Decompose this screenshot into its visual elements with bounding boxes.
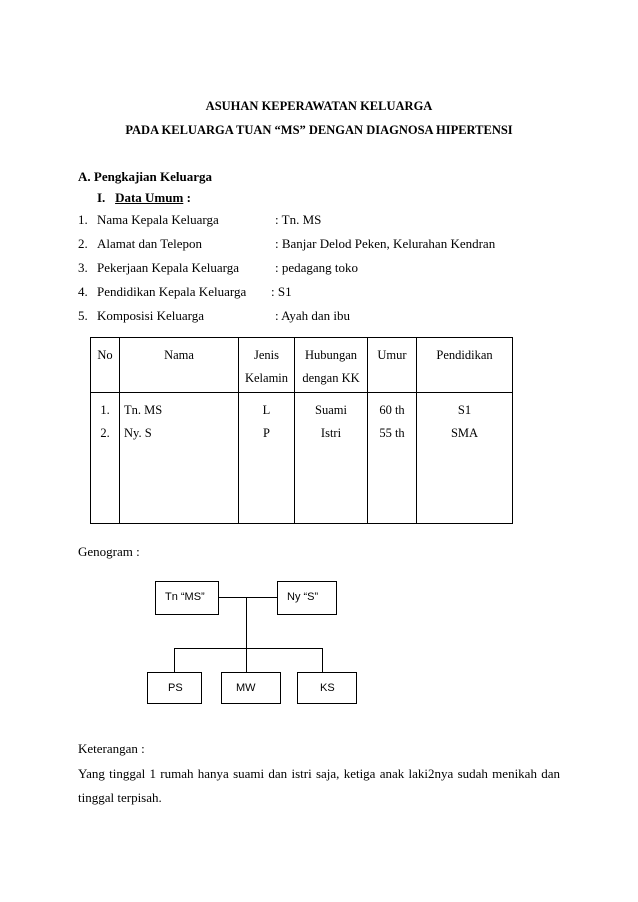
cell-pendidikan bbox=[417, 393, 513, 524]
subsection-suffix: : bbox=[183, 190, 191, 205]
genogram-child-box bbox=[221, 672, 281, 704]
genogram-child: MW bbox=[236, 682, 256, 694]
cell-nama bbox=[120, 393, 239, 524]
general-data-value: : Ayah dan ibu bbox=[275, 308, 350, 323]
document-title: ASUHAN KEPERAWATAN KELUARGA bbox=[205, 99, 433, 113]
table-cell: 60 th bbox=[379, 403, 405, 417]
child-line-ks bbox=[322, 648, 323, 672]
child-line-mw bbox=[246, 648, 247, 672]
subsection-heading bbox=[97, 190, 191, 206]
section-heading: A. Pengkajian Keluarga bbox=[78, 169, 212, 184]
keterangan-label: Keterangan : bbox=[78, 741, 145, 756]
header-jenis-line1: Jenis bbox=[254, 348, 279, 362]
table-cell: Istri bbox=[320, 426, 342, 440]
cell-hubungan bbox=[295, 393, 368, 524]
genogram-child: PS bbox=[168, 682, 183, 694]
table-cell: L bbox=[262, 403, 271, 417]
genogram-father-box bbox=[155, 581, 219, 615]
descent-line bbox=[246, 597, 247, 649]
header-jenis-kelamin bbox=[239, 338, 295, 393]
table-body-row bbox=[91, 393, 513, 524]
genogram-mother-box bbox=[277, 581, 337, 615]
genogram-label: Genogram : bbox=[78, 544, 140, 559]
general-data-number: 4. bbox=[78, 284, 88, 299]
header-hubungan bbox=[295, 338, 368, 393]
keterangan-text-line2: tinggal terpisah. bbox=[78, 790, 162, 805]
genogram-child-box bbox=[147, 672, 202, 704]
general-data-label: Komposisi Keluarga bbox=[97, 308, 204, 323]
genogram-father: Tn “MS” bbox=[165, 591, 205, 603]
general-data-value: : pedagang toko bbox=[275, 260, 359, 275]
general-data-number: 1. bbox=[78, 212, 88, 227]
sibling-line bbox=[174, 648, 323, 649]
cell-umur bbox=[368, 393, 417, 524]
general-data-label: Nama Kepala Keluarga bbox=[97, 212, 219, 227]
child-line-ps bbox=[174, 648, 175, 672]
table-cell: Tn. MS bbox=[124, 403, 163, 417]
keterangan-text-line1: Yang tinggal 1 rumah hanya suami dan istri saja, ketiga anak laki2nya sudah menikah dan bbox=[78, 766, 560, 781]
general-data-label: Pekerjaan Kepala Keluarga bbox=[97, 260, 239, 275]
table-cell: Ny. S bbox=[124, 426, 152, 440]
general-data-number: 2. bbox=[78, 236, 88, 251]
genogram-child-box bbox=[297, 672, 357, 704]
header-jenis-line2: Kelamin bbox=[244, 371, 289, 385]
header-hubungan-line1: Hubungan bbox=[304, 348, 358, 362]
general-data-label: Alamat dan Telepon bbox=[97, 236, 202, 251]
general-data-value: : Tn. MS bbox=[275, 212, 322, 227]
general-data-number: 3. bbox=[78, 260, 88, 275]
table-cell: Suami bbox=[315, 403, 347, 417]
table-header-row bbox=[91, 338, 513, 393]
header-umur: Umur bbox=[368, 338, 417, 393]
marriage-line bbox=[217, 597, 277, 598]
general-data-value: : S1 bbox=[271, 284, 292, 299]
table-cell: 2. bbox=[100, 426, 110, 440]
header-no: No bbox=[91, 338, 120, 393]
table-cell: S1 bbox=[457, 403, 472, 417]
table-cell: SMA bbox=[450, 426, 479, 440]
genogram-mother: Ny “S” bbox=[287, 591, 319, 603]
general-data-number: 5. bbox=[78, 308, 88, 323]
header-hubungan-line2: dengan KK bbox=[302, 371, 360, 385]
subsection-roman: I. bbox=[97, 190, 106, 205]
family-composition-table bbox=[90, 337, 513, 524]
table-cell: 55 th bbox=[379, 426, 405, 440]
genogram-child: KS bbox=[320, 682, 335, 694]
cell-no bbox=[91, 393, 120, 524]
general-data-value: : Banjar Delod Peken, Kelurahan Kendran bbox=[275, 236, 496, 251]
header-pendidikan: Pendidikan bbox=[417, 338, 513, 393]
document-subtitle: PADA KELUARGA TUAN “MS” DENGAN DIAGNOSA HIPERTENSI bbox=[125, 123, 513, 137]
subsection-label: Data Umum bbox=[115, 190, 184, 205]
cell-jenis-kelamin bbox=[239, 393, 295, 524]
header-nama: Nama bbox=[120, 338, 239, 393]
table-cell: P bbox=[263, 426, 270, 440]
general-data-label: Pendidikan Kepala Keluarga bbox=[97, 284, 247, 299]
table-cell: 1. bbox=[100, 403, 110, 417]
